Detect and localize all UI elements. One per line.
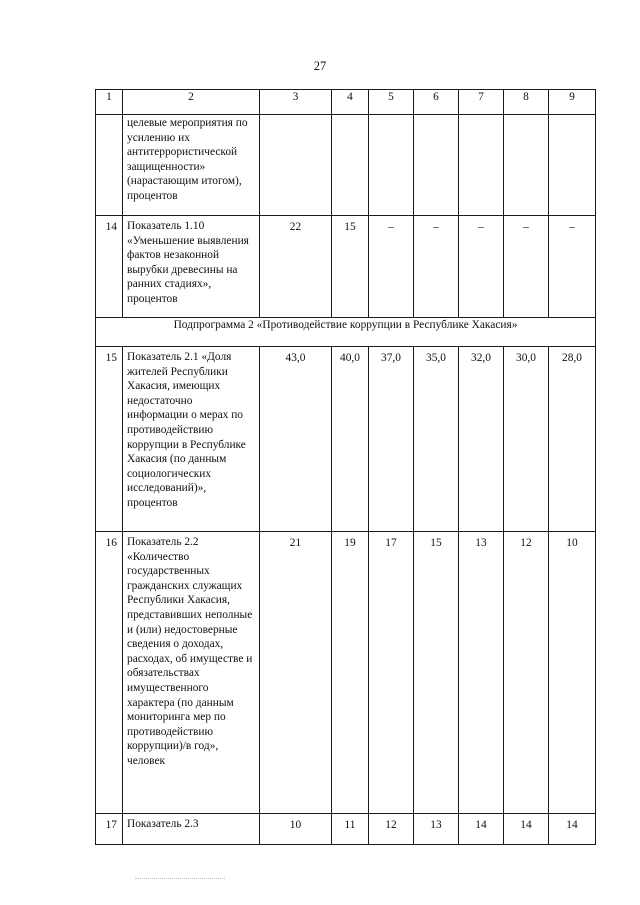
table-row (96, 814, 596, 845)
value-cell: 15 (332, 216, 369, 318)
value-cell: 14 (459, 814, 504, 845)
table-header-row (96, 90, 596, 115)
value-cell: 11 (332, 814, 369, 845)
value-cell (549, 115, 596, 216)
column-header: 6 (414, 90, 459, 115)
row-number: 15 (96, 347, 123, 532)
value-cell: – (549, 216, 596, 318)
value-cell (459, 115, 504, 216)
value-cell: 35,0 (414, 347, 459, 532)
row-number: 14 (96, 216, 123, 318)
value-cell: 10 (260, 814, 332, 845)
value-cell: 13 (459, 532, 504, 814)
value-cell: – (369, 216, 414, 318)
value-cell: 40,0 (332, 347, 369, 532)
value-cell: 22 (260, 216, 332, 318)
value-cell: 14 (504, 814, 549, 845)
value-cell: 15 (414, 532, 459, 814)
page-number: 27 (313, 59, 327, 73)
indicator-description: Показатель 1.10 «Уменьшение выявления фактов незаконной вырубки древесины на ранних стадиях», процентов (123, 216, 260, 318)
indicator-description: целевые мероприятия по усилению их антитеррористической защищенности» (нарастающим итогом), процентов (123, 115, 260, 216)
value-cell: 14 (549, 814, 596, 845)
value-cell (369, 115, 414, 216)
column-header: 3 (260, 90, 332, 115)
row-number: 17 (96, 814, 123, 845)
column-header: 7 (459, 90, 504, 115)
column-header: 2 (123, 90, 260, 115)
indicator-description: Показатель 2.3 (123, 814, 260, 845)
table-row (96, 115, 596, 216)
value-cell: 17 (369, 532, 414, 814)
column-header: 4 (332, 90, 369, 115)
value-cell: 10 (549, 532, 596, 814)
value-cell: – (504, 216, 549, 318)
value-cell: – (414, 216, 459, 318)
value-cell: 19 (332, 532, 369, 814)
value-cell (504, 115, 549, 216)
table-row (96, 532, 596, 814)
value-cell (414, 115, 459, 216)
column-header: 1 (96, 90, 123, 115)
value-cell: 32,0 (459, 347, 504, 532)
value-cell (332, 115, 369, 216)
row-number: 16 (96, 532, 123, 814)
indicator-description: Показатель 2.1 «Доля жителей Республики Хакасия, имеющих недостаточно информации о мерах по противодействию коррупции в Республике Хакасия (по данным социологических исследований)», процентов (123, 347, 260, 532)
subprogram-title: Подпрограмма 2 «Противодействие коррупции в Республике Хакасия» (96, 318, 596, 347)
table-row (96, 216, 596, 318)
value-cell: 13 (414, 814, 459, 845)
value-cell: 37,0 (369, 347, 414, 532)
subprogram-row (96, 318, 596, 347)
table-row (96, 347, 596, 532)
column-header: 9 (549, 90, 596, 115)
value-cell: – (459, 216, 504, 318)
value-cell: 30,0 (504, 347, 549, 532)
value-cell: 43,0 (260, 347, 332, 532)
indicator-description: Показатель 2.2 «Количество государственных гражданских служащих Республики Хакасия, представивших неполные и (или) недостоверные сведения о доходах, расходах, об имуществе и обязательствах имущественного характера (по данным мониторинга мер по противодействию коррупции)/в год», человек (123, 532, 260, 814)
value-cell (260, 115, 332, 216)
scan-artifact-line (135, 878, 225, 880)
value-cell: 12 (504, 532, 549, 814)
value-cell: 12 (369, 814, 414, 845)
value-cell: 28,0 (549, 347, 596, 532)
row-number (96, 115, 123, 216)
column-header: 5 (369, 90, 414, 115)
value-cell: 21 (260, 532, 332, 814)
column-header: 8 (504, 90, 549, 115)
indicators-table (95, 89, 596, 845)
